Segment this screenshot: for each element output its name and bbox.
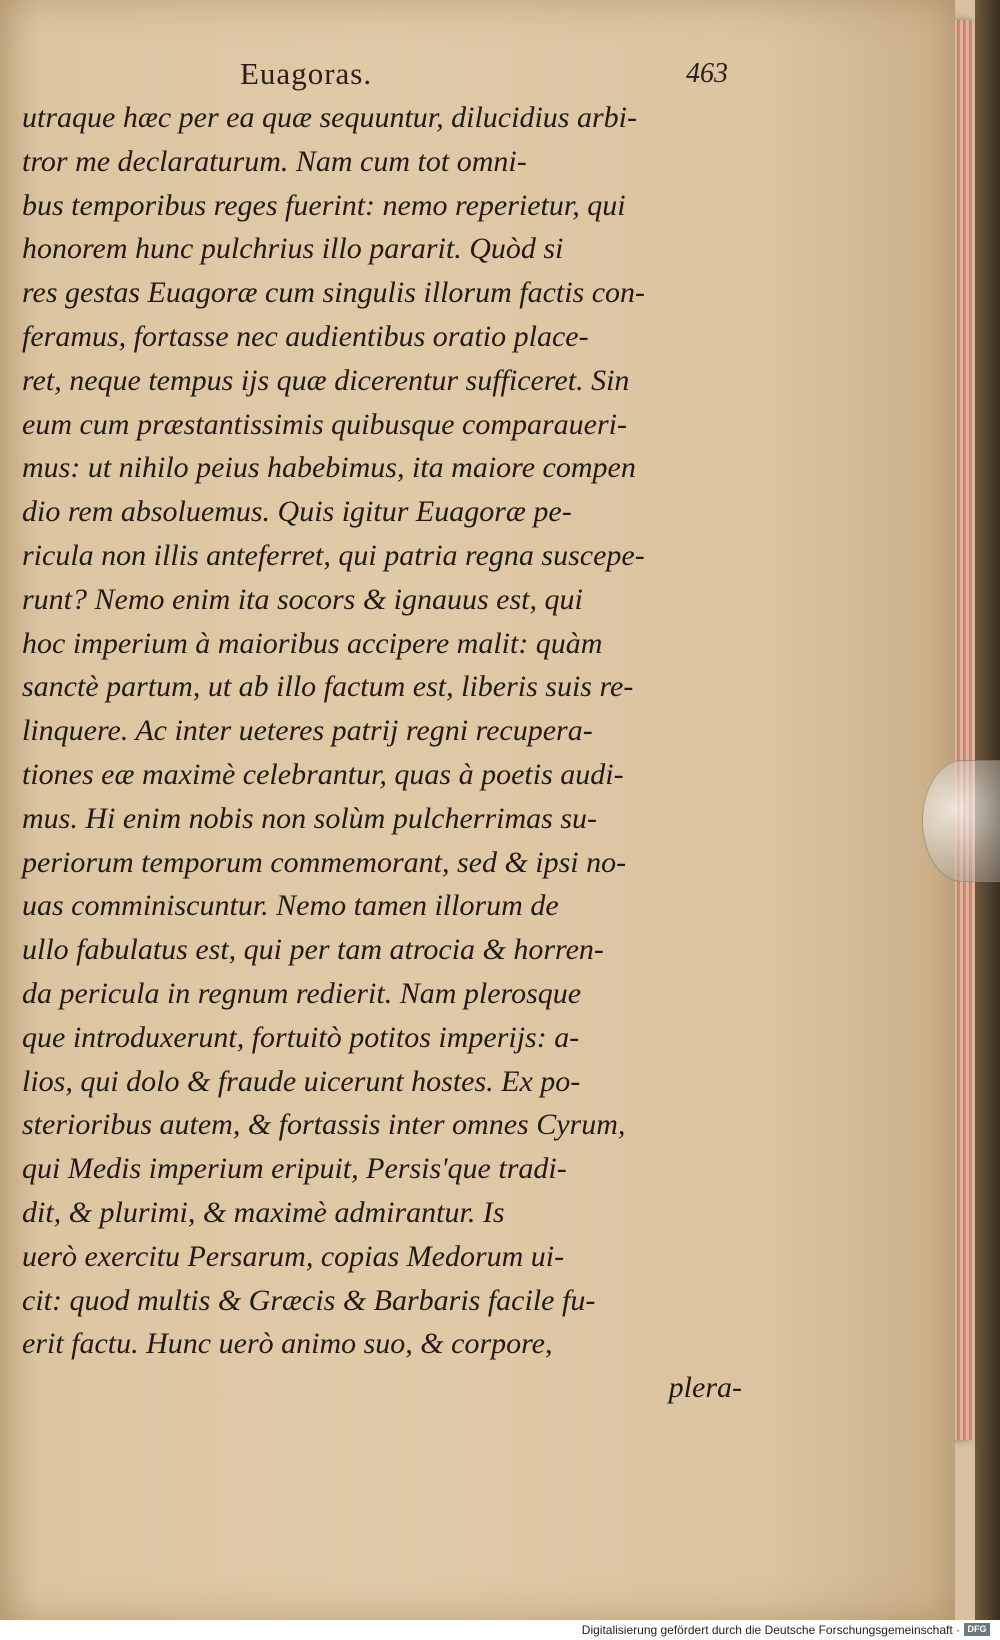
text-line: honorem hunc pulchrius illo pararit. Quòd si (22, 232, 564, 266)
text-line: ullo fabulatus est, qui per tam atrocia & horren- (22, 933, 604, 967)
text-line: tiones eæ maximè celebrantur, quas à poetis audi- (22, 757, 624, 791)
body-text (22, 96, 742, 1410)
text-line: utraque hæc per ea quæ sequuntur, dilucidius arbi- (22, 101, 637, 134)
text-line: mus. Hi enim nobis non solùm pulcherrimas su- (22, 801, 597, 835)
text-line: runt? Nemo enim ita socors & ignauus est, qui (22, 582, 583, 616)
text-line: ricula non illis anteferret, qui patria regna suscepe- (22, 538, 645, 572)
text-line: que introduxerunt, fortuitò potitos imperijs: a- (22, 1020, 580, 1054)
page-clip (922, 760, 1000, 882)
text-line: res gestas Euagoræ cum singulis illorum factis con- (22, 276, 646, 310)
text-line: erit factu. Hunc uerò animo suo, & corpore, (22, 1327, 553, 1361)
text-line: linquere. Ac inter ueteres patrij regni recupera- (22, 714, 593, 748)
text-line: dio rem absoluemus. Quis igitur Euagoræ pe- (22, 495, 572, 529)
text-line: uerò exercitu Persarum, copias Medorum ui- (22, 1239, 565, 1273)
text-line: hoc imperium à maioribus accipere malit: quàm (22, 626, 603, 660)
text-line: bus temporibus reges fuerint: nemo reperietur, qui (22, 188, 626, 222)
catchword: plera- (668, 1371, 742, 1405)
text-line: sanctè partum, ut ab illo factum est, liberis suis re- (22, 670, 634, 704)
text-line: feramus, fortasse nec audientibus oratio place- (22, 319, 589, 353)
text-line: sterioribus autem, & fortassis inter omnes Cyrum, (22, 1108, 626, 1142)
text-line: uas comminiscuntur. Nemo tamen illorum de (22, 889, 559, 923)
text-line: lios, qui dolo & fraude uicerunt hostes. Ex po- (22, 1064, 581, 1098)
text-line: ret, neque tempus ijs quæ dicerentur sufficeret. Sin (22, 363, 630, 397)
text-line: tror me declaraturum. Nam cum tot omni- (22, 144, 527, 178)
running-title: Euagoras. (240, 56, 373, 91)
dfg-logo: DFG (964, 1623, 990, 1636)
text-line: periorum temporum commemorant, sed & ipsi no- (22, 845, 627, 879)
text-line: mus: ut nihilo peius habebimus, ita maiore compen (22, 451, 636, 485)
text-line: dit, & plurimi, & maximè admirantur. Is (22, 1195, 505, 1229)
footer-bar (0, 1620, 1000, 1640)
text-line: qui Medis imperium eripuit, Persis'que tradi- (22, 1152, 567, 1186)
text-line: eum cum præstantissimis quibusque comparaueri- (22, 407, 627, 441)
page-number: 463 (686, 58, 728, 89)
text-line: cit: quod multis & Græcis & Barbaris facile fu- (22, 1283, 596, 1317)
text-line: da pericula in regnum redierit. Nam plerosque (22, 976, 582, 1010)
funding-credit: Digitalisierung gefördert durch die Deutsche Forschungsgemeinschaft · (581, 1623, 960, 1637)
running-header (40, 56, 940, 96)
